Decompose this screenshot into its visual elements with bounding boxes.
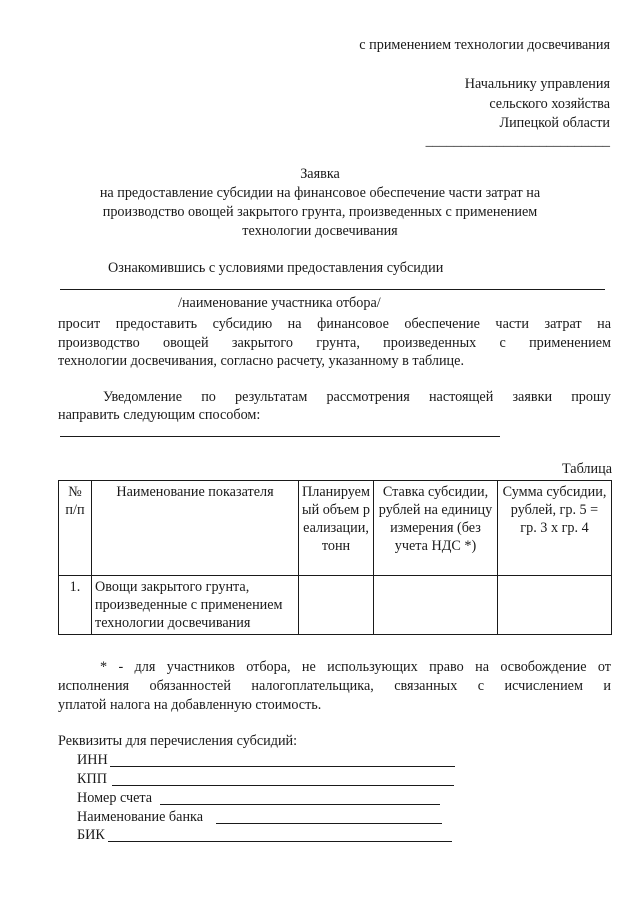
row-cell-number: 1. <box>59 576 92 635</box>
title-line-1: на предоставление субсидии на финансовое обеспечение части затрат на <box>99 185 541 201</box>
kpp-blank[interactable] <box>112 785 454 786</box>
account-blank[interactable] <box>160 804 440 805</box>
participant-name-blank <box>60 289 605 290</box>
requisites-title: Реквизиты для перечисления субсидий: <box>58 733 298 749</box>
header-cell-rate: Ставка субсидии, рублей на единицу измерения (без учета НДС *) <box>374 481 498 576</box>
account-label: Номер счета <box>77 790 153 806</box>
row-cell-amount[interactable] <box>498 576 612 635</box>
participant-caption: /наименование участника отбора/ <box>178 295 381 311</box>
intro-text: Ознакомившись с условиями предоставления субсидии <box>108 260 444 276</box>
notice-method-blank <box>60 436 500 437</box>
footnote-line-1: * - для участников отбора, не использующих право на освобождение от <box>100 659 611 675</box>
table-header-row <box>59 481 612 576</box>
header-cell-indicator: Наименование показателя <box>92 481 299 576</box>
header-cell-amount: Сумма субсидии, рублей, гр. 5 = гр. 3 х гр. 4 <box>498 481 612 576</box>
request-line-2: производство овощей закрытого грунта, произведенных с применением <box>58 335 611 351</box>
bik-blank[interactable] <box>108 841 452 842</box>
inn-label: ИНН <box>77 752 108 768</box>
table-caption: Таблица <box>561 461 612 477</box>
kpp-label: КПП <box>77 771 107 787</box>
table-row <box>59 576 612 635</box>
request-line-1: просит предоставить субсидию на финансовое обеспечение части затрат на <box>58 316 611 332</box>
footnote-line-3: уплатой налога на добавленную стоимость. <box>58 697 322 713</box>
bank-blank[interactable] <box>216 823 442 824</box>
addressee-line-2: сельского хозяйства <box>489 96 610 112</box>
bank-label: Наименование банка <box>77 809 204 825</box>
top-note: с применением технологии досвечивания <box>359 37 610 53</box>
request-line-3: технологии досвечивания, согласно расчету, указанному в таблице. <box>58 353 464 369</box>
addressee-line-1: Начальнику управления <box>464 76 610 92</box>
row-cell-rate[interactable] <box>374 576 498 635</box>
header-cell-volume: Планируемый объем реализации, тонн <box>299 481 374 576</box>
subsidy-table <box>58 480 612 635</box>
footnote-line-2: исполнения обязанностей налогоплательщика, связанных с исчислением и <box>58 678 611 694</box>
addressee-line-3: Липецкой области <box>499 115 610 131</box>
addressee-blank: __________________________ <box>425 133 610 149</box>
document-title: Заявка <box>300 166 340 182</box>
notice-line-2: направить следующим способом: <box>58 407 261 423</box>
bik-label: БИК <box>77 827 105 843</box>
header-cell-number: № п/п <box>59 481 92 576</box>
notice-line-1: Уведомление по результатам рассмотрения настоящей заявки прошу <box>103 389 611 405</box>
row-cell-volume[interactable] <box>299 576 374 635</box>
title-line-3: технологии досвечивания <box>242 223 398 239</box>
inn-blank[interactable] <box>110 766 455 767</box>
row-cell-indicator: Овощи закрытого грунта, произведенные с применением технологии досвечивания <box>92 576 299 635</box>
title-line-2: производство овощей закрытого грунта, произведенных с применением <box>102 204 538 220</box>
